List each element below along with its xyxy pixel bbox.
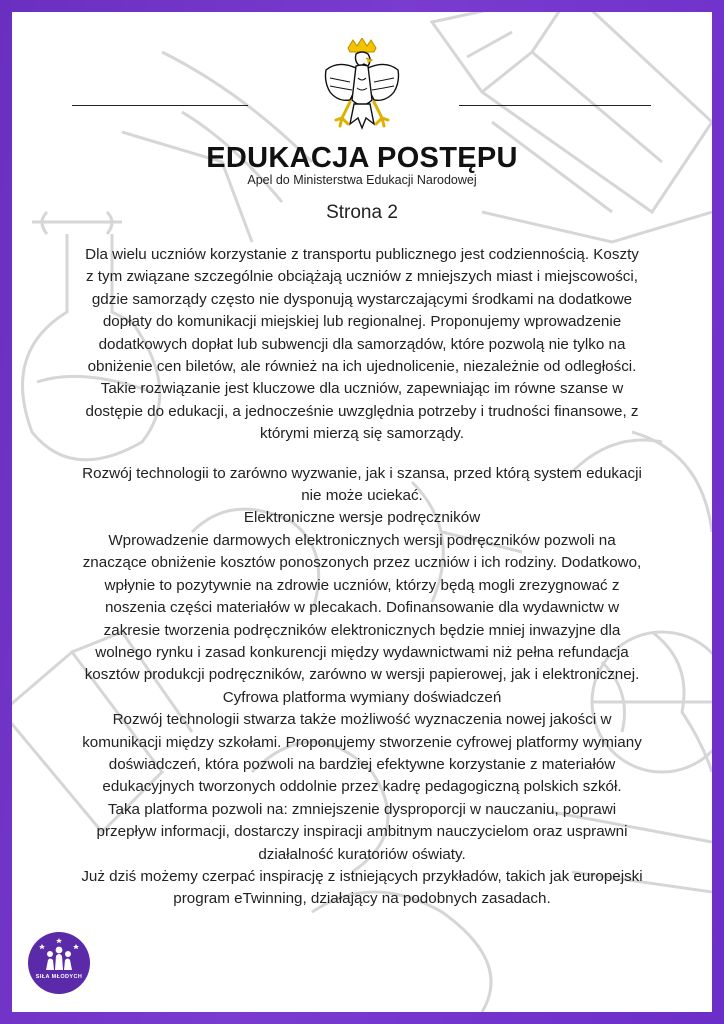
sila-mlodych-logo	[28, 932, 90, 994]
paragraph-platform-benefits: Taka platforma pozwoli na: zmniejszenie dysproporcji w nauczaniu, poprawi przepływ informacji, dostarczy inspiracji ambitnym nauczycielom oraz usprawni działalność kuratoriów oświaty.	[96, 800, 628, 863]
page-content	[12, 12, 712, 1012]
paragraph-technology-intro: Rozwój technologii to zarówno wyzwanie, jak i szansa, przed którą system edukacji nie może uciekać.	[82, 464, 642, 505]
polish-eagle-icon	[320, 38, 404, 142]
document-body	[80, 244, 644, 911]
document-title: EDUKACJA POSTĘPU	[206, 142, 518, 174]
document-page	[12, 12, 712, 1012]
paragraph-ebooks: Wprowadzenie darmowych elektronicznych wersji podręczników pozwoli na znaczące obniżenie kosztów ponoszonych przez uczniów i ich rodziny. Dodatkowo, wpłynie to pozytywnie na zdrowie uczniów, którzy będą mogli zrezygnować z noszenia części materiałów w plecakach. Dofinansowanie dla wydawnictw w zakresie tworzenia podręczników elektronicznych będzie mniej inwazyjne dla wolnego rynku i zasad konkurencji między wydawnictwami niż pełna refundacja kosztów produkcji podręczników, zarówno w wersji papierowej, jak i elektronicznej.	[82, 531, 642, 684]
document-subtitle: Apel do Ministerstwa Edukacji Narodowej	[247, 173, 477, 187]
logo-text: SIŁA MŁODYCH	[35, 974, 83, 980]
header-rule-right	[459, 105, 651, 106]
people-stars-icon	[28, 932, 90, 994]
page-number: Strona 2	[326, 202, 398, 223]
paragraph-transport: Dla wielu uczniów korzystanie z transportu publicznego jest codziennością. Koszty z tym związane szczególnie obciążają uczniów z mniejszych miast i miejscowości, gdzie samorządy często nie dysponują wystarczającymi środkami na dodatkowe dopłaty do komunikacji miejskiej lub regionalnej. Proponujemy wprowadzenie dodatkowych dopłat lub subwencji dla samorządów, które pozwolą nie tylko na obniżenie cen biletów, ale również na ich ujednolicenie, niezależnie od odległości. Takie rozwiązanie jest kluczowe dla uczniów, zapewniając im równe szanse w dostępie do edukacji, a jednocześnie uwzględnia potrzeby i trudności finansowe, z którymi mierzą się samorządy.	[85, 246, 639, 443]
section-heading-ebooks: Elektroniczne wersje podręczników	[243, 509, 481, 527]
paragraph-platform: Rozwój technologii stwarza także możliwość wyznaczenia nowej jakości w komunikacji między szkołami. Proponujemy stworzenie cyfrowej platformy wymiany doświadczeń, która pozwoli na bardziej efektywne korzystanie z materiałów edukacyjnych tworzonych oddolnie przez kadrę pedagogiczną polskich szkół.	[82, 711, 642, 796]
paragraph-etwinning: Już dziś możemy czerpać inspirację z istniejących przykładów, takich jak europejski program eTwinning, działający na podobnych zasadach.	[81, 867, 643, 908]
section-heading-platform: Cyfrowa platforma wymiany doświadczeń	[222, 688, 502, 706]
header-rule-left	[72, 105, 248, 106]
